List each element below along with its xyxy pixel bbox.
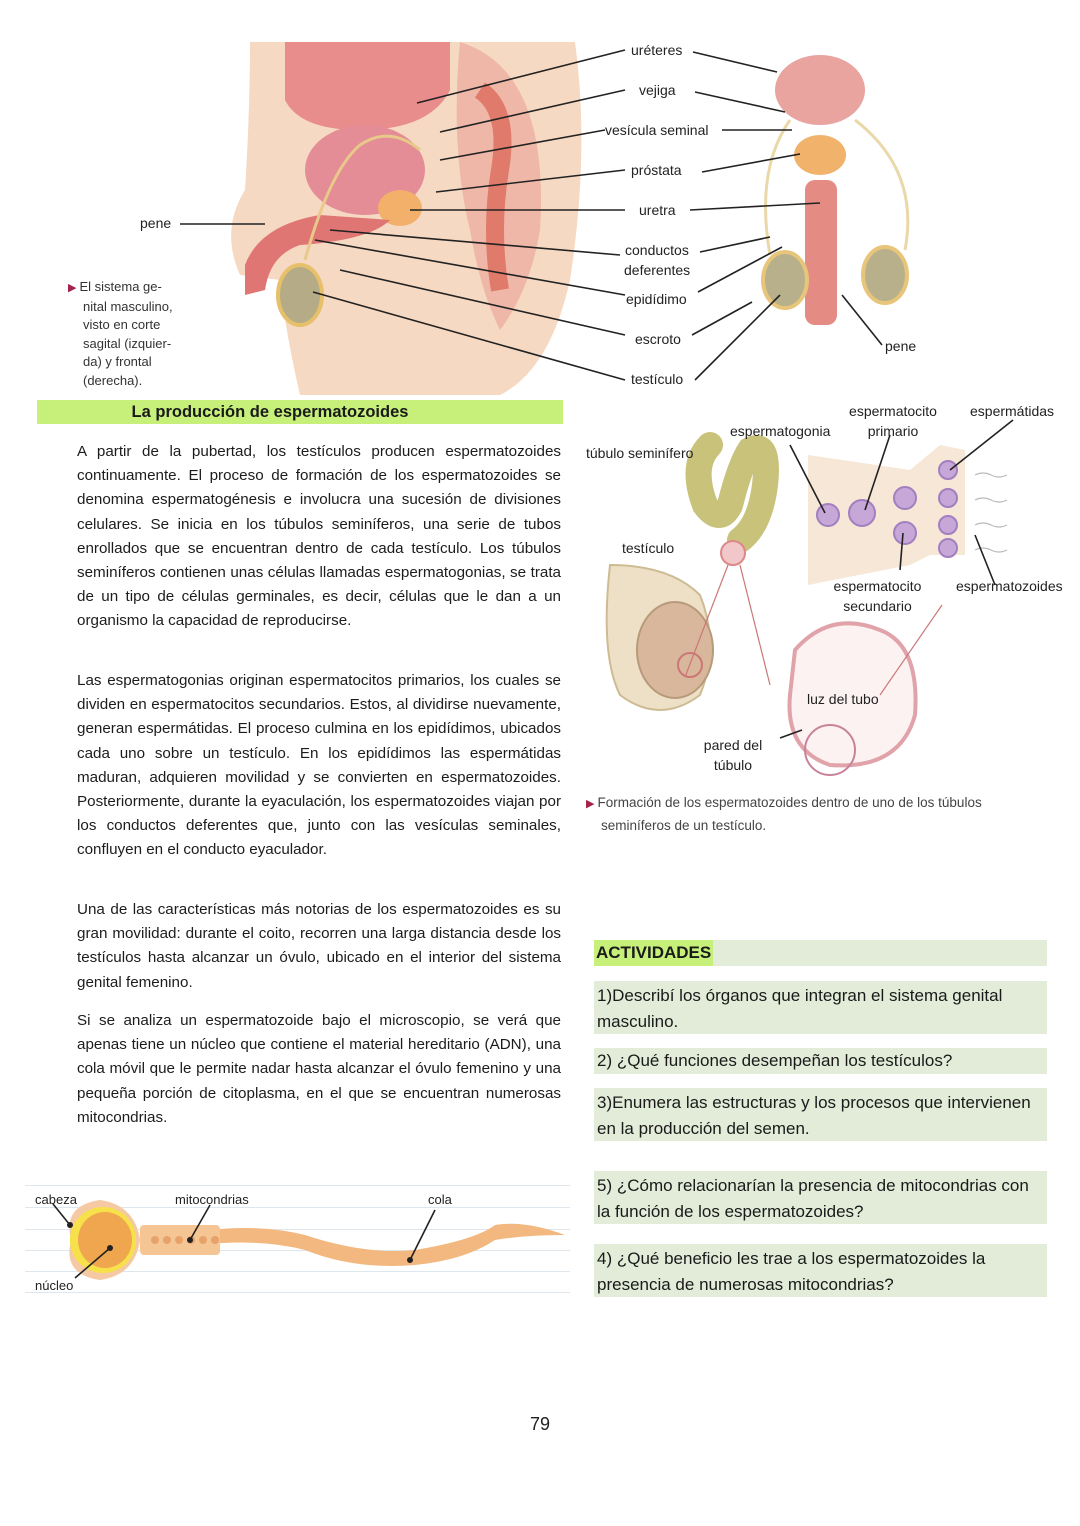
label-espermatocito-primario: espermatocito primario bbox=[849, 403, 937, 439]
label-espermatocito-secundario: espermatocito secundario bbox=[833, 578, 922, 614]
label-epididimo: epidídimo bbox=[626, 291, 687, 307]
caption-arrow-icon: ▶ bbox=[586, 798, 595, 810]
page-number: 79 bbox=[529, 1414, 551, 1434]
label-deferentes: deferentes bbox=[624, 262, 691, 278]
activities-title: ACTIVIDADES bbox=[594, 940, 713, 966]
figure-male-reproductive-system bbox=[30, 30, 940, 395]
label-espermatozoides: espermatozoides bbox=[956, 578, 1063, 594]
figure-right-caption: ▶ Formación de los espermatozoides dentro de uno de los túbulos seminíferos de un testículo. bbox=[586, 795, 982, 833]
label-espermatidas: espermátidas bbox=[970, 403, 1055, 419]
label-tubulo-seminifero: túbulo seminífero bbox=[586, 445, 694, 461]
label-luz-del-tubo: luz del tubo bbox=[807, 691, 879, 707]
sperm-illustration bbox=[25, 1180, 570, 1300]
label-cabeza: cabeza bbox=[35, 1192, 77, 1207]
paragraph-3: Una de las características más notorias de los espermatozoides es su gran movilidad: durante el coito, recorren una larga distancia desde los testículos hasta alcanzar un óvulo, ubicado en el interior del sistema genital femenino. bbox=[77, 901, 561, 991]
label-pene-right: pene bbox=[885, 338, 917, 354]
activity-item-3: 3)Enumera las estructuras y los procesos que intervienen en la producción del semen. bbox=[594, 1088, 1047, 1141]
figure-top-caption: ▶ El sistema ge- nital masculino, visto en corte sagital (izquier- da) y frontal (derecha). bbox=[68, 279, 173, 388]
label-escroto: escroto bbox=[635, 331, 681, 347]
label-espermatogonia: espermatogonia bbox=[730, 423, 831, 439]
activity-item-4: 4) ¿Qué beneficio les trae a los espermatozoides la presencia de numerosas mitocondrias? bbox=[594, 1244, 1047, 1297]
paragraph-2: Las espermatogonias originan espermatocitos primarios, los cuales se dividen en espermatocitos secundarios. Estos, al dividirse nuevamente, generan espermátidas. El proceso culmina en los epidídimos, ubicados cada uno sobre un testículo. En los epidídimos las espermátidas maduran, adquieren movilidad y se convierten en espermatozoides. Posteriormente, durante la eyaculación, los espermatozoides viajan por los conductos deferentes que, junto con las vesículas seminales, confluyen en el conducto eyaculador. bbox=[77, 672, 561, 859]
label-mitocondrias: mitocondrias bbox=[175, 1192, 249, 1207]
paragraph-1: A partir de la pubertad, los testículos producen espermatozoides continuamente. El proceso de formación de los espermatozoides se denomina espermatogénesis e involucra una sucesión de divisiones celulares. Se inicia en los túbulos seminíferos, una serie de tubos enrollados que se encuentran dentro de cada testículo. Los túbulos seminíferos contienen unas células llamadas espermatogonias, se trata de un tipo de células germinales, es decir, células que le dan a un organismo la capacidad de reproducirse. bbox=[77, 443, 561, 630]
label-testiculo: testículo bbox=[631, 371, 684, 387]
label-conductos: conductos bbox=[625, 242, 689, 258]
label-cola: cola bbox=[428, 1192, 452, 1207]
activity-item-2: 2) ¿Qué funciones desempeñan los testículos? bbox=[594, 1048, 1047, 1074]
label-ureteres: uréteres bbox=[631, 42, 683, 58]
label-vejiga: vejiga bbox=[639, 82, 676, 98]
activity-item-5: 5) ¿Cómo relacionarían la presencia de mitocondrias con la función de los espermatozoides? bbox=[594, 1171, 1047, 1224]
label-vesicula-seminal: vesícula seminal bbox=[605, 122, 709, 138]
activity-item-1: 1)Describí los órganos que integran el sistema genital masculino. bbox=[594, 981, 1047, 1034]
label-pene-left: pene bbox=[140, 215, 172, 231]
paragraph-4: Si se analiza un espermatozoide bajo el microscopio, se verá que apenas tiene un núcleo que contiene el material hereditario (ADN), una cola móvil que le permite nadar hasta alcanzar el óvulo femenino y una pequeña porción de citoplasma, en el que se encuentran numerosas mitocondrias. bbox=[77, 1012, 561, 1126]
caption-arrow-icon: ▶ bbox=[68, 282, 77, 294]
activities-title-bar bbox=[594, 940, 1047, 966]
section-heading bbox=[37, 400, 563, 424]
figure-seminiferous-tubule bbox=[580, 395, 1070, 840]
label-pared-del-tubulo: pared del túbulo bbox=[703, 737, 763, 773]
label-testiculo: testículo bbox=[622, 540, 675, 556]
label-uretra: uretra bbox=[639, 202, 676, 218]
label-nucleo: núcleo bbox=[35, 1278, 74, 1293]
figure-spermatozoon bbox=[25, 1180, 570, 1300]
label-prostata: próstata bbox=[631, 162, 682, 178]
section-title: La producción de espermatozoides bbox=[131, 403, 409, 421]
